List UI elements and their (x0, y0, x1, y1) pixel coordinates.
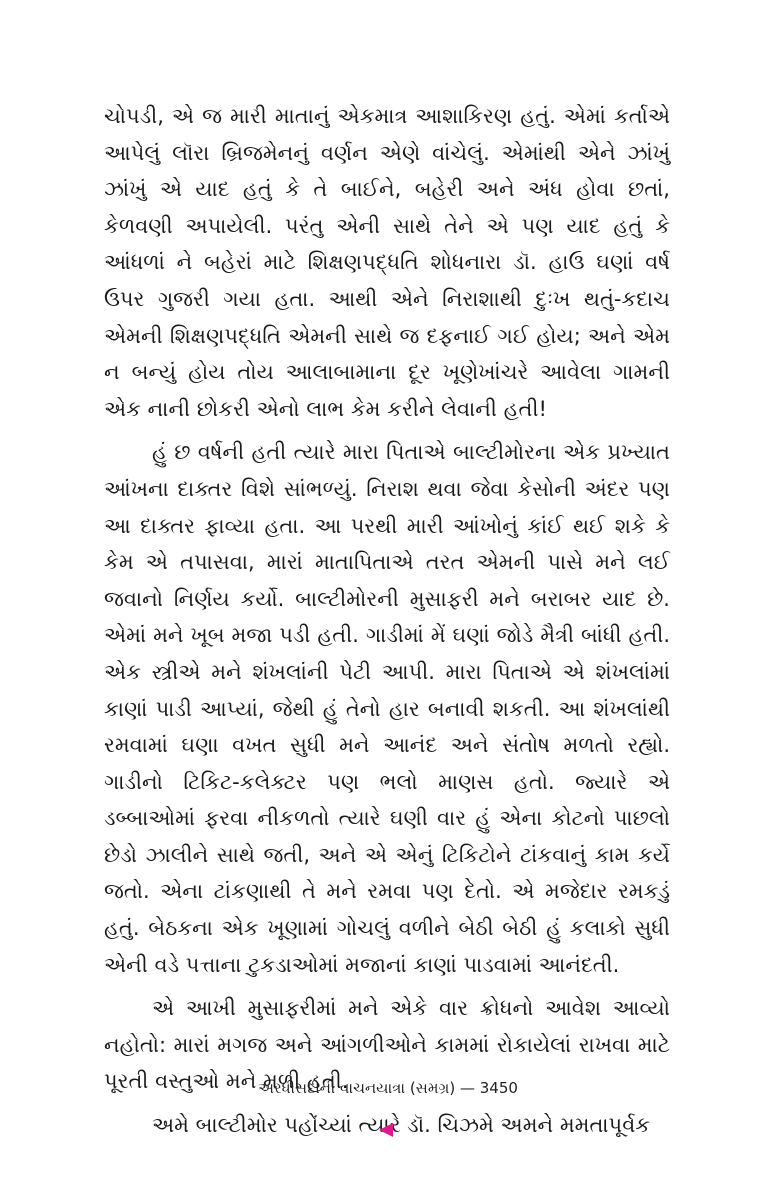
page-footer: અરધીસદીની વાચનયાત્રા (સમગ્ર) — 3450 (258, 1079, 518, 1097)
paragraph: અમે બાલ્ટીમોર પહોંચ્યાં ત્યારે ડૉ. ચિઝમે અમને મમતાપૂર્વક (152, 1113, 651, 1138)
paragraph: હું છ વર્ષની હતી ત્યારે મારા પિતાએ બાલ્ટીમોરના એક પ્રખ્યાત આંખના દાક્તર વિશે સાંભળ્યું. નિરાશ થવા જેવા કેસોની અંદર પણ આ દાક્તર ફાવ્યા હતા. આ પરથી મારી આંખોનું કાંઈ થઈ શકે કે કેમ એ તપાસવા, મારાં માતાપિતાએ તરત એમની પાસે મને લઈ જવાનો નિર્ણય કર્યો. બાલ્ટીમોરની મુસાફરી મને બરાબર યાદ છે. એમાં મને ખૂબ મજા પડી હતી. ગાડીમાં મેં ઘણાં જોડે મૈત્રી બાંધી હતી. એક સ્ત્રીએ મને શંખલાંની પેટી આપી. મારા પિતાએ એ શંખલાંમાં કાણાં પાડી આપ્યાં, જેથી હું તેનો હાર બનાવી શકતી. આ શંખલાંથી રમવામાં ઘણા વખત સુધી મને આનંદ અને સંતોષ મળતો રહ્યો. ગાડીનો ટિકિટ-કલેક્ટર પણ ભલો માણસ હતો. જ્યારે એ ડબ્બાઓમાં ફરવા નીકળતો ત્યારે ઘણી વાર હું એના કોટનો પાછલો છેડો ઝાલીને સાથે જતી, અને એ એનું ટિકિટોને ટાંકવાનું કામ કર્યે જતો. એના ટાંકણાથી તે મને રમવા પણ દેતો. એ મજેદાર રમકડું હતું. બેઠકના એક ખૂણામાં ગોચલું વળીને બેઠી બેઠી હું કલાકો સુધી એની વડે પત્તાના ટુકડાઓમાં મજાનાં કાણાં પાડવામાં આનંદતી. (104, 440, 670, 977)
paragraph: ચોપડી, એ જ મારી માતાનું એકમાત્ર આશાકિરણ હતું. એમાં કર્તાએ આપેલું લૉરા બ્રિજમેનનું વર્ણન એણે વાંચેલું. એમાંથી એને ઝાંખું ઝાંખું એ યાદ હતું કે તે બાઈને, બહેરી અને અંધ હોવા છતાં, કેળવણી અપાયેલી. પરંતુ એની સાથે તેને એ પણ યાદ હતું કે આંધળાં ને બહેરાં માટે શિક્ષણપદ્ધતિ શોધનારા ડૉ. હાઉ ઘણાં વર્ષ ઉપર ગુજરી ગયા હતા. આથી એને નિરાશાથી દુઃખ થતું-કદાચ એમની શિક્ષણપદ્ધતિ એમની સાથે જ દફનાઈ ગઈ હોય; અને એમ ન બન્યું હોય તોય આલાબામાના દૂર ખૂણેખાંચરે આવેલા ગામની એક નાની છોકરી એનો લાભ કેમ કરીને લેવાની હતી! (104, 104, 670, 421)
paragraph: એ આખી મુસાફરીમાં મને એકે વાર ક્રોધનો આવેશ આવ્યો નહોતો: મારાં મગજ અને આંગળીઓને કામમાં રોકાયેલાં રાખવા માટે પૂરતી વસ્તુઓ મને મળી હતી. (104, 996, 670, 1094)
previous-page-icon[interactable] (379, 1123, 393, 1137)
body-text (104, 98, 670, 1144)
